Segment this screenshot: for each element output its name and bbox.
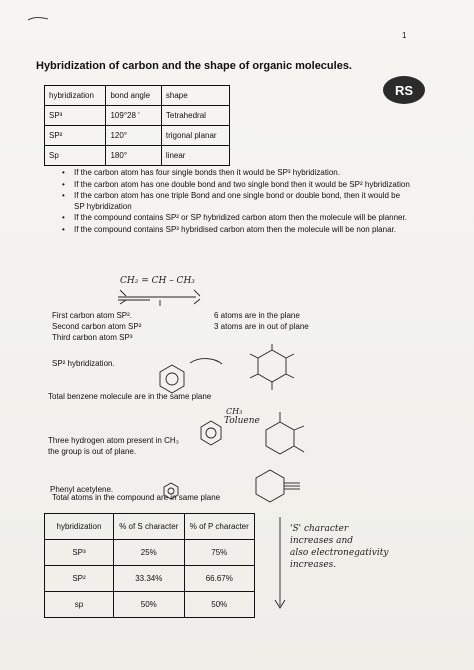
table-cell: Sp [45, 146, 106, 166]
s-p-character-table [44, 513, 255, 618]
propene-formula: CH₂ = CH – CH₃ [120, 276, 195, 286]
h-bond [286, 354, 294, 358]
three-atoms-note: 3 atoms are in out of plane [214, 322, 309, 331]
h-bond [194, 290, 200, 296]
table-cell: 50% [184, 592, 254, 618]
table-row [45, 592, 255, 618]
h-bond [250, 374, 258, 378]
phenyl-acetylene-note: Phenyl acetylene. [50, 485, 114, 494]
toluene-ring-drawn [266, 422, 294, 454]
h-bond [294, 446, 304, 452]
table-cell: linear [161, 146, 229, 166]
table-cell: 75% [184, 540, 254, 566]
header-cell: hybridization [45, 86, 106, 106]
methyl-label: CH₃ [226, 407, 243, 416]
sidenote-line: increases. [290, 560, 337, 570]
rs-badge: RS [383, 76, 425, 104]
table-cell: 33.34% [114, 566, 185, 592]
list-item: • If the compound contains SP³ hybridised carbon atom then the molecule will be non planar. [60, 225, 410, 236]
list-item: • If the carbon atom has one triple Bond and one single bond or double bond, then it would be SP hybridization [60, 191, 410, 212]
toluene-label: Toluene [224, 416, 260, 426]
h-bond [286, 374, 294, 378]
third-carbon-note: Third carbon atom SP³ [52, 333, 133, 342]
table-cell: 109°28 ʹ [106, 106, 161, 126]
total-atoms-note: Total atoms in the compound are in same plane [52, 493, 221, 502]
list-item: • If the carbon atom has four single bonds then it would be SP³ hybridization. [60, 168, 410, 179]
table-row [45, 566, 255, 592]
phenyl-ring-drawn [256, 470, 284, 502]
arrow-curve [190, 359, 222, 364]
sidenote-line: also electronegativity [290, 548, 389, 558]
h-bond [194, 299, 200, 304]
list-item: • If the carbon atom has one double bond and two single bond then it would be SP² hybridization [60, 180, 410, 191]
pen-mark [28, 18, 48, 20]
list-item: • If the compound contains SP² or SP hybridized carbon atom then the molecule will be planner. [60, 213, 410, 224]
second-carbon-note: Second carbon atom SP² [52, 322, 142, 331]
six-atoms-note: 6 atoms are in the plane [214, 311, 300, 320]
table-cell: SP² [45, 566, 114, 592]
first-carbon-note: First carbon atom SP². [52, 311, 133, 320]
table-header-row [45, 514, 255, 540]
table-cell: SP² [45, 126, 106, 146]
page-number: 1 [402, 31, 407, 40]
three-hydrogen-note: Three hydrogen atom present in CH₃ [48, 436, 179, 445]
header-cell: % of P character [184, 514, 254, 540]
table-cell: trigonal planar [161, 126, 229, 146]
table-cell: 25% [114, 540, 185, 566]
table-cell: SP³ [45, 106, 106, 126]
h-bond [120, 300, 126, 304]
h-bond [294, 426, 304, 430]
three-hydrogen-note-2: the group is out of plane. [48, 447, 137, 456]
table-cell: Tetrahedral [161, 106, 229, 126]
table-cell: 66.67% [184, 566, 254, 592]
header-cell: hybridization [45, 514, 114, 540]
sidenote-line: increases and [290, 536, 354, 546]
sp2-hybridization-note: SP² hybridization. [52, 359, 115, 368]
sidenote-line: 'S' character [290, 524, 349, 534]
table-cell: 50% [114, 592, 185, 618]
header-cell: % of S character [114, 514, 185, 540]
toluene-ring [201, 421, 221, 445]
benzene-ring [160, 365, 184, 393]
toluene-inner-circle [206, 428, 216, 438]
table-row [45, 540, 255, 566]
table-cell: SP³ [45, 540, 114, 566]
h-bond [250, 354, 258, 358]
table-cell: sp [45, 592, 114, 618]
header-cell: shape [161, 86, 229, 106]
header-cell: bond angle [106, 86, 161, 106]
page-title: Hybridization of carbon and the shape of organic molecules. [36, 60, 352, 72]
table-cell: 180° [106, 146, 161, 166]
benzene-inner-circle [166, 373, 178, 385]
table-cell: 120° [106, 126, 161, 146]
benzene-ring-drawn [258, 350, 286, 382]
h-bond [120, 290, 126, 296]
benzene-plane-note: Total benzene molecule are in the same plane [48, 392, 212, 401]
